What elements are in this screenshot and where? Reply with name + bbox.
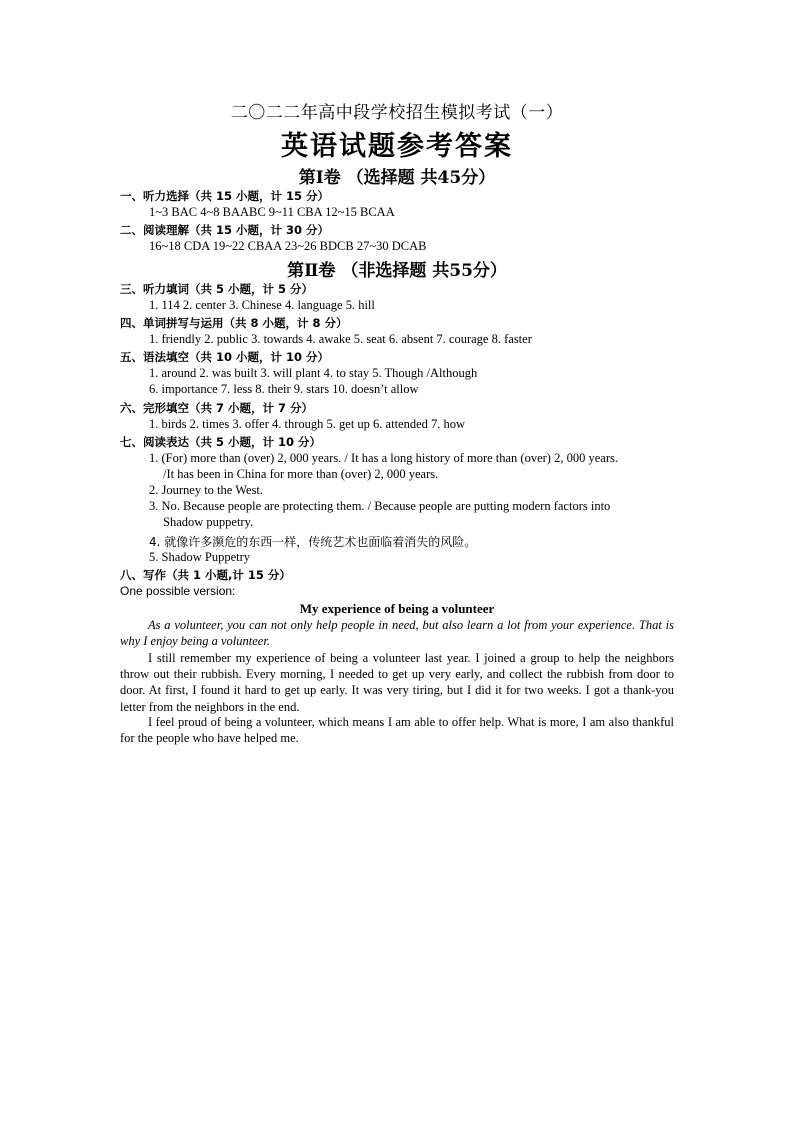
section-3-answers: 1. 114 2. center 3. Chinese 4. language 5. hill [149,298,375,312]
section-3-heading: 三、听力填词（共 5 小题，计 5 分） [120,282,314,296]
section-2-answers: 16~18 CDA 19~22 CBAA 23~26 BDCB 27~30 DCAB [149,239,427,253]
essay-intro: One possible version: [120,584,236,598]
section-7-answer-2: 2. Journey to the West. [149,483,264,497]
section-5-heading: 五、语法填空（共 10 小题，计 10 分） [120,350,330,364]
section-4-answers: 1. friendly 2. public 3. towards 4. awake 5. seat 6. absent 7. courage 8. faster [149,332,532,346]
section-8-heading: 八、写作（共 1 小题,计 15 分） [120,568,291,582]
section-1-heading: 一、听力选择（共 15 小题，计 15 分） [120,189,330,203]
section-7-answer-1-cont: /It has been in China for more than (over) 2, 000 years. [163,467,439,481]
part-1-title: 第Ⅰ卷 （选择题 共45分） [298,168,496,188]
section-5-answers-line-2: 6. importance 7. less 8. their 9. stars 10. doesn’t allow [149,382,419,396]
section-7-heading: 七、阅读表达（共 5 小题，计 10 分） [120,435,322,449]
section-7-answer-1: 1. (For) more than (over) 2, 000 years. / It has a long history of more than (over) 2, 000 years. [149,451,618,465]
essay-paragraph-1: As a volunteer, you can not only help people in need, but also learn a lot from your experience. That is why I enjoy being a volunteer. [120,618,674,649]
essay-title: My experience of being a volunteer [299,601,495,616]
section-7-answer-3: 3. No. Because people are protecting them. / Because people are putting modern factors into [149,499,611,513]
section-1-answers: 1~3 BAC 4~8 BAABC 9~11 CBA 12~15 BCAA [149,205,395,219]
essay-paragraph-3: I feel proud of being a volunteer, which means I am able to offer help. What is more, I am also thankful for the people who have helped me. [120,715,674,746]
main-title: 英语试题参考答案 [281,131,513,162]
section-4-heading: 四、单词拼写与运用（共 8 小题，计 8 分） [120,316,348,330]
section-6-heading: 六、完形填空（共 7 小题，计 7 分） [120,401,314,415]
exam-title: 二〇二二年高中段学校招生模拟考试（一） [230,103,564,123]
essay-paragraph-2: I still remember my experience of being a volunteer last year. I joined a group to help the neighbors throw out their rubbish. Every morning, I needed to get up very early, and collect the rubbish from door to door. At first, I found it hard to get up early. It was very tiring, but I did it for two weeks. I got a thank-you letter from the neighbors in the end. [120,651,674,714]
section-6-answers: 1. birds 2. times 3. offer 4. through 5. get up 6. attended 7. how [149,417,466,431]
section-7-answer-5: 5. Shadow Puppetry [149,550,251,564]
section-7-answer-4: 4. 就像许多濒危的东西一样，传统艺术也面临着消失的风险。 [149,535,477,549]
section-7-answer-3-cont: Shadow puppetry. [163,515,254,529]
section-2-heading: 二、阅读理解（共 15 小题，计 30 分） [120,223,330,237]
part-2-title: 第Ⅱ卷 （非选择题 共55分） [287,261,507,281]
section-5-answers-line-1: 1. around 2. was built 3. will plant 4. to stay 5. Though /Although [149,366,478,380]
